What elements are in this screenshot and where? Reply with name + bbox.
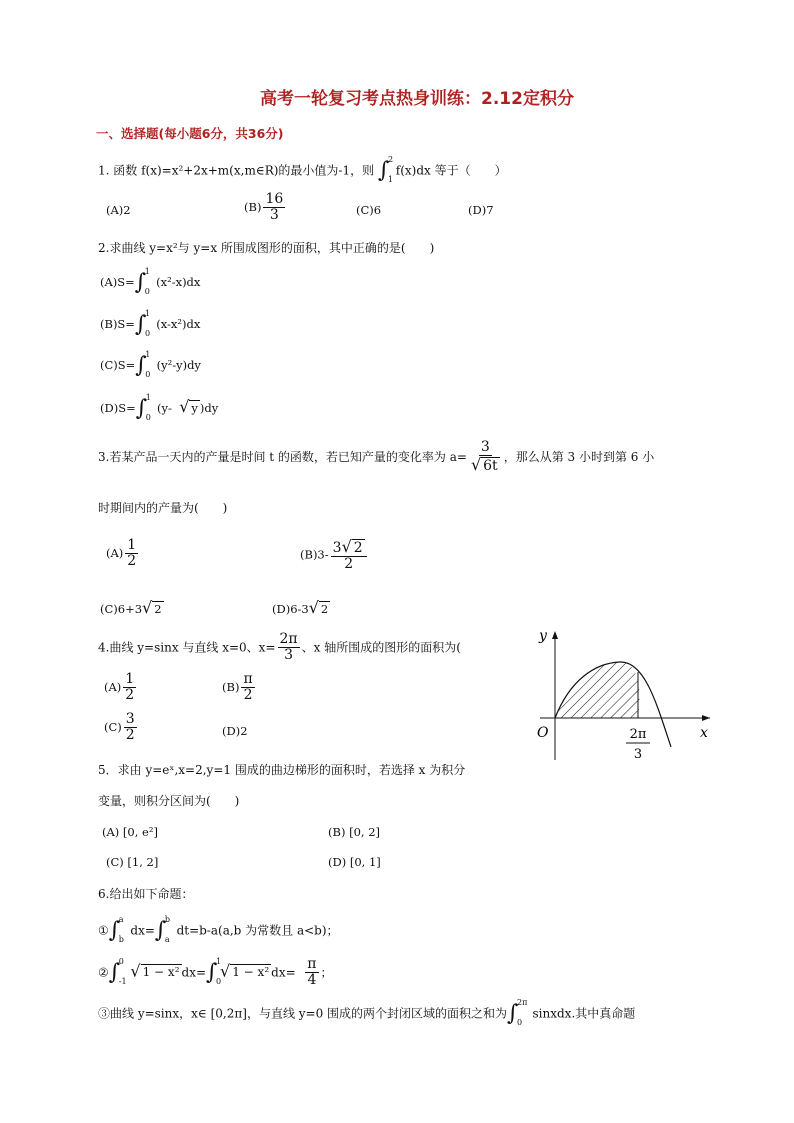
q6-proposition-2: [98, 957, 333, 989]
p2-end: ；: [320, 965, 333, 980]
origin-label: O: [537, 725, 549, 741]
q4-c-label: (C): [104, 719, 122, 734]
sqrt-radicand: 2: [154, 602, 162, 616]
tick-numerator: 2π: [629, 727, 647, 742]
frac-num: 3: [125, 711, 135, 727]
q2-c-label: (C)S=: [100, 358, 136, 372]
q5-option-c: (C) [1, 2]: [106, 855, 159, 869]
integral-sign: ∫ 0 -1: [108, 956, 127, 986]
p1-tail: dt=b-a(a,b 为常数且 a<b)；: [176, 923, 339, 938]
q4-stem-a: 4.曲线 y=sinx 与直线 x=0、x=: [98, 640, 276, 655]
q2-a-body: (x²-x)dx: [156, 275, 201, 289]
integral-sign: ∫ 2 1: [377, 155, 394, 184]
p3-text-b: sinxdx.其中真命题: [532, 1006, 636, 1021]
q2-d-body-a: (y-: [157, 401, 172, 415]
frac-den: 2: [243, 687, 253, 704]
int-upper: 2π: [517, 998, 528, 1007]
int-lower: 0: [144, 329, 151, 338]
p2-fraction: [305, 957, 318, 989]
frac-num: π: [243, 671, 253, 687]
coef: 3: [332, 540, 342, 556]
q4-a-fraction: [123, 672, 136, 704]
q3-option-a: [106, 538, 140, 570]
frac-den: 2: [125, 727, 135, 744]
q3-c-label: (C)6+3: [100, 602, 143, 616]
q4-x-fraction: [278, 632, 300, 664]
sqrt-sign: √: [308, 598, 319, 617]
sqrt-sign: √: [130, 961, 141, 981]
x-axis-label: x: [700, 725, 708, 741]
integral-sign: ∫ 1 0: [135, 350, 151, 379]
question-3-stem-cont: 时期间内的产量为( ): [98, 501, 228, 515]
q4-option-d: (D)2: [222, 724, 248, 738]
sqrt-radicand: 2: [353, 540, 363, 556]
frac-den: 2: [344, 556, 354, 573]
frac-den: 2: [127, 553, 137, 570]
frac-den: 3: [269, 207, 279, 224]
q2-a-label: (A)S=: [100, 275, 135, 289]
int-lower: 0: [216, 976, 222, 986]
p3-text-a: ③曲线 y=sinx，x∈ [0,2π]，与直线 y=0 围成的两个封闭区域的面积之和为: [98, 1006, 508, 1021]
integral-sign: ∫ 1 0: [206, 956, 222, 986]
sqrt-sign: √: [179, 397, 190, 416]
question-3-stem: [98, 440, 654, 475]
int-upper: 2: [387, 155, 394, 164]
sqrt-sign: √: [142, 598, 153, 617]
q2-option-d: [100, 393, 219, 422]
integral-sign: ∫ 2π 0: [507, 998, 528, 1027]
frac-den: 3: [284, 647, 294, 664]
int-lower: a: [164, 935, 170, 944]
q2-option-c: [100, 350, 201, 379]
frac-num: [331, 538, 367, 557]
int-lower: 0: [144, 287, 150, 296]
q2-b-label: (B)S=: [100, 317, 135, 331]
p2-mark: ②: [98, 965, 109, 980]
int-upper: a: [118, 915, 124, 924]
question-5-stem: 5．求由 y=eˣ,x=2,y=1 围成的曲边梯形的面积时，若选择 x 为积分: [98, 763, 466, 777]
q2-option-b: [100, 309, 201, 338]
q3-a-fraction: [125, 538, 138, 570]
q1-b-label: (B): [244, 199, 262, 214]
integral-sign: ∫ 1 0: [134, 309, 151, 338]
q5-option-b: (B) [0, 2]: [328, 825, 380, 839]
q4-option-a: [104, 672, 138, 704]
q3-option-b: [300, 538, 369, 573]
question-6-stem: 6.给出如下命题：: [98, 887, 194, 901]
q2-option-a: [100, 267, 201, 296]
int-lower: 0: [145, 370, 151, 379]
q2-d-body-b: )dy: [199, 401, 219, 415]
question-5-stem-cont: 变量，则积分区间为( ): [98, 794, 240, 808]
q5-option-a: (A) [0, e²]: [102, 825, 158, 839]
integral-sign: ∫ 1 0: [135, 393, 151, 422]
q6-proposition-1: [98, 915, 339, 944]
p2-eq: dx=: [271, 965, 296, 980]
int-lower: 0: [517, 1018, 523, 1027]
q4-a-label: (A): [104, 679, 122, 694]
sqrt-sign: √: [341, 537, 352, 556]
q3-b-label: (B)3-: [300, 547, 329, 562]
frac-den: 4: [307, 972, 317, 989]
question-4-stem: [98, 632, 461, 664]
q2-b-body: (x-x²)dx: [156, 317, 201, 331]
frac-num: 1: [127, 537, 137, 553]
section-heading: 一、选择题(每小题6分，共36分): [96, 126, 284, 141]
q2-d-label: (D)S=: [100, 401, 136, 415]
q1-stem-a: 1. 函数 f(x)=x²+2x+m(x,m∈R)的最小值为-1，则: [98, 163, 375, 178]
sqrt-sign: √: [470, 455, 482, 475]
int-upper: 1: [145, 393, 151, 402]
q3-a-label: (A): [106, 545, 124, 560]
integral-sign: ∫ b a: [154, 915, 171, 944]
q3-option-c: [100, 598, 164, 617]
q4-b-label: (B): [222, 679, 240, 694]
q1-stem-b: f(x)dx 等于（ ）: [395, 163, 507, 178]
frac-num: 16: [265, 191, 284, 207]
p1-mark: ①: [98, 923, 109, 938]
int-upper: 1: [144, 309, 151, 318]
int-lower: 0: [145, 413, 151, 422]
tick-denominator: 3: [633, 747, 643, 762]
frac-num: 1: [125, 671, 135, 687]
sqrt-radicand: 6t: [483, 458, 498, 475]
integral-sign: ∫ a b: [108, 915, 124, 944]
frac-num: 2π: [279, 631, 298, 647]
q1-option-b: [244, 192, 287, 224]
y-axis-arrow-icon: [552, 631, 558, 639]
int-upper: b: [164, 915, 171, 924]
q4-b-fraction: [241, 672, 254, 704]
int-upper: 1: [144, 267, 150, 276]
q1-option-d: (D)7: [468, 203, 494, 217]
q3-b-fraction: [331, 538, 367, 573]
q4-option-c: [104, 712, 139, 744]
q3-stem-b: ，那么从第 3 小时到第 6 小: [503, 449, 655, 464]
q3-rate-fraction: [469, 440, 502, 475]
q4-option-b: [222, 672, 257, 704]
q4-stem-b: 、x 轴所围成的图形的面积为(: [301, 640, 461, 655]
sqrt-radicand: 1 − x²: [142, 965, 180, 980]
shaded-region: [555, 662, 639, 718]
y-axis-label: y: [539, 628, 547, 644]
frac-den: [469, 456, 502, 474]
sqrt-radicand: y: [191, 401, 198, 415]
sqrt-sign: √: [220, 961, 231, 981]
q4-c-fraction: [124, 712, 137, 744]
sqrt-radicand: 1 − x²: [232, 965, 270, 980]
frac-num: π: [307, 956, 317, 972]
p2-mid: dx=: [181, 965, 207, 980]
q6-proposition-3: [98, 998, 636, 1027]
q3-stem-a: 3.若某产品一天内的产量是时间 t 的函数，若已知产量的变化率为 a=: [98, 449, 467, 464]
int-upper: 1: [216, 956, 222, 966]
page-title: 高考一轮复习考点热身训练：2.12定积分: [260, 89, 574, 109]
int-lower: -1: [118, 976, 127, 986]
int-upper: 0: [118, 956, 124, 966]
x-axis-arrow-icon: [702, 715, 710, 721]
p1-mid: dx=: [130, 923, 155, 938]
q5-option-d: (D) [0, 1]: [328, 855, 381, 869]
int-lower: b: [118, 935, 124, 944]
q3-d-label: (D)6-3: [272, 602, 309, 616]
int-upper: 1: [145, 350, 151, 359]
question-2-stem: 2.求曲线 y=x²与 y=x 所围成图形的面积，其中正确的是( ): [98, 241, 435, 255]
q1-b-fraction: [263, 192, 285, 224]
int-lower: 1: [387, 175, 394, 184]
q2-c-body: (y²-y)dy: [156, 358, 201, 372]
sqrt-radicand: 2: [320, 602, 329, 616]
integral-sign: ∫ 1 0: [134, 267, 150, 296]
q1-option-a: (A)2: [106, 203, 131, 217]
sine-area-figure: [525, 625, 725, 765]
frac-num: 3: [480, 439, 490, 455]
question-1-stem: [98, 155, 507, 184]
q3-option-d: [272, 598, 330, 617]
q1-option-c: (C)6: [356, 203, 382, 217]
frac-den: 2: [125, 687, 135, 704]
